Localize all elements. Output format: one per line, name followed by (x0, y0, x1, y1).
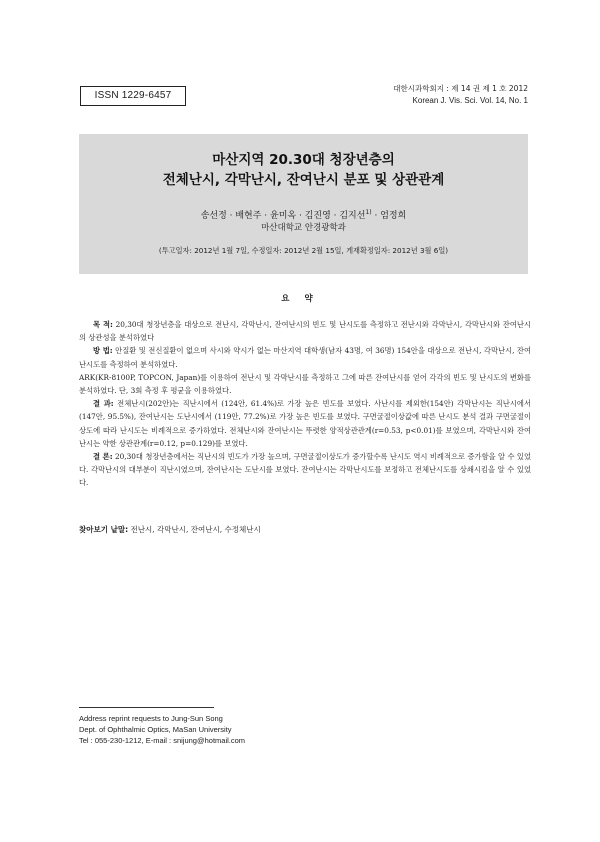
footnote (79, 713, 245, 746)
footnote-contact: Tel : 055-230-1212, E-mail : snijung@hotmail.com (79, 736, 246, 745)
result-text: 전체난시(202안)는 직난시에서 (124안, 61.4%)로 가장 높은 빈도를 보였다. 사난시를 제외한(154안) 각막난시는 직난시에서 (147안, 95.5%), 잔여난시는 도난시에서 (119안, 77.2%)로 가장 높은 빈도를 보였다. 구면굴절이상값에 따른 난시도 분석 결과 구면굴절이상도에 따라 난시도는 비례적으로 증가하였다. 전체난시와 잔여난시는 뚜렷한 양적상관관계(r=0.53, p<0.01)를 보였으며, 각막난시와 잔여난시는 약한 상관관계(r=0.12, p=0.129)를 보였다. (79, 399, 532, 448)
footnote-dept: Dept. of Ophthalmic Optics, MaSan University (79, 725, 232, 734)
abstract-purpose (79, 318, 531, 344)
conclusion-text: 20,30대 청장년층에서는 직난시의 빈도가 가장 높으며, 구면굴절이상도가 증가할수록 난시도 역시 비례적으로 증가함을 알 수 있었다. 각막난시의 대부분이 직난시였으며, 잔여난시는 도난시를 보였다. 잔여난시는 각막난시도를 보정하고 전체난시도를 상쇄시킴을 알 수 있었다. (79, 452, 531, 488)
title-block (79, 134, 528, 274)
keywords-label: 찾아보기 낱말: (79, 525, 129, 534)
issn-box: ISSN 1229-6457 (80, 86, 186, 106)
paper-title (79, 150, 528, 190)
author-affiliation-mark: 1) (365, 209, 372, 216)
keywords-text: 전난시, 각막난시, 잔여난시, 수정체난시 (128, 525, 261, 534)
footnote-reprint: Address reprint requests to Jung-Sun Song (79, 714, 223, 723)
journal-info (393, 83, 528, 107)
author-list (79, 206, 528, 223)
footnote-divider (79, 707, 214, 708)
abstract-body (79, 318, 531, 490)
title-line-1: 마산지역 20.30대 청장년층의 (212, 152, 395, 168)
authors-last: · 엄정희 (371, 211, 407, 221)
result-label: 결 과: (93, 399, 114, 409)
journal-korean: 대한시과학회지 : 제 14 권 제 1 호 2012 (393, 84, 528, 93)
abstract-result (79, 397, 531, 450)
conclusion-label: 결 론: (93, 452, 113, 462)
method-text: 안질환 및 전신질환이 없으며 사시와 약시가 없는 마산지역 대학생(남자 43명, 여 36명) 154안을 대상으로 전난시, 각막난시, 잔여난시도를 측정하여 분석하였다. (79, 346, 531, 369)
authors-main: 송선정 · 배현주 · 윤미옥 · 김진영 · 김지선 (200, 211, 366, 221)
abstract-method (79, 344, 531, 370)
abstract-method-cont: ARK(KR-8100P, TOPCON, Japan)를 이용하여 전난시 및 각막난시를 측정하고 그에 따른 잔여난시를 얻어 각각의 빈도 및 난시도의 변화를 분석하였다. 단, 3회 측정 후 평균을 이용하였다. (79, 372, 531, 396)
abstract-conclusion (79, 450, 531, 490)
purpose-label: 목 적: (93, 320, 113, 329)
purpose-text: 20,30대 청장년층을 대상으로 전난시, 각막난시, 잔여난시의 빈도 및 난시도를 측정하고 전난시와 각막난시, 각막난시와 잔여난시의 상관성을 분석하였다 (79, 320, 531, 343)
method-label: 방 법: (93, 346, 113, 356)
affiliation: 마산대학교 안경광학과 (261, 223, 346, 233)
keywords (79, 524, 261, 536)
submission-dates: (투고일자: 2012년 1월 7일, 수정일자: 2012년 2월 15일, 게재확정일자: 2012년 3월 6일) (158, 246, 449, 255)
abstract-heading: 요 약 (281, 294, 319, 304)
journal-english: Korean J. Vis. Sci. Vol. 14, No. 1 (412, 96, 528, 105)
title-line-2: 전체난시, 각막난시, 잔여난시 분포 및 상관관계 (162, 172, 445, 188)
